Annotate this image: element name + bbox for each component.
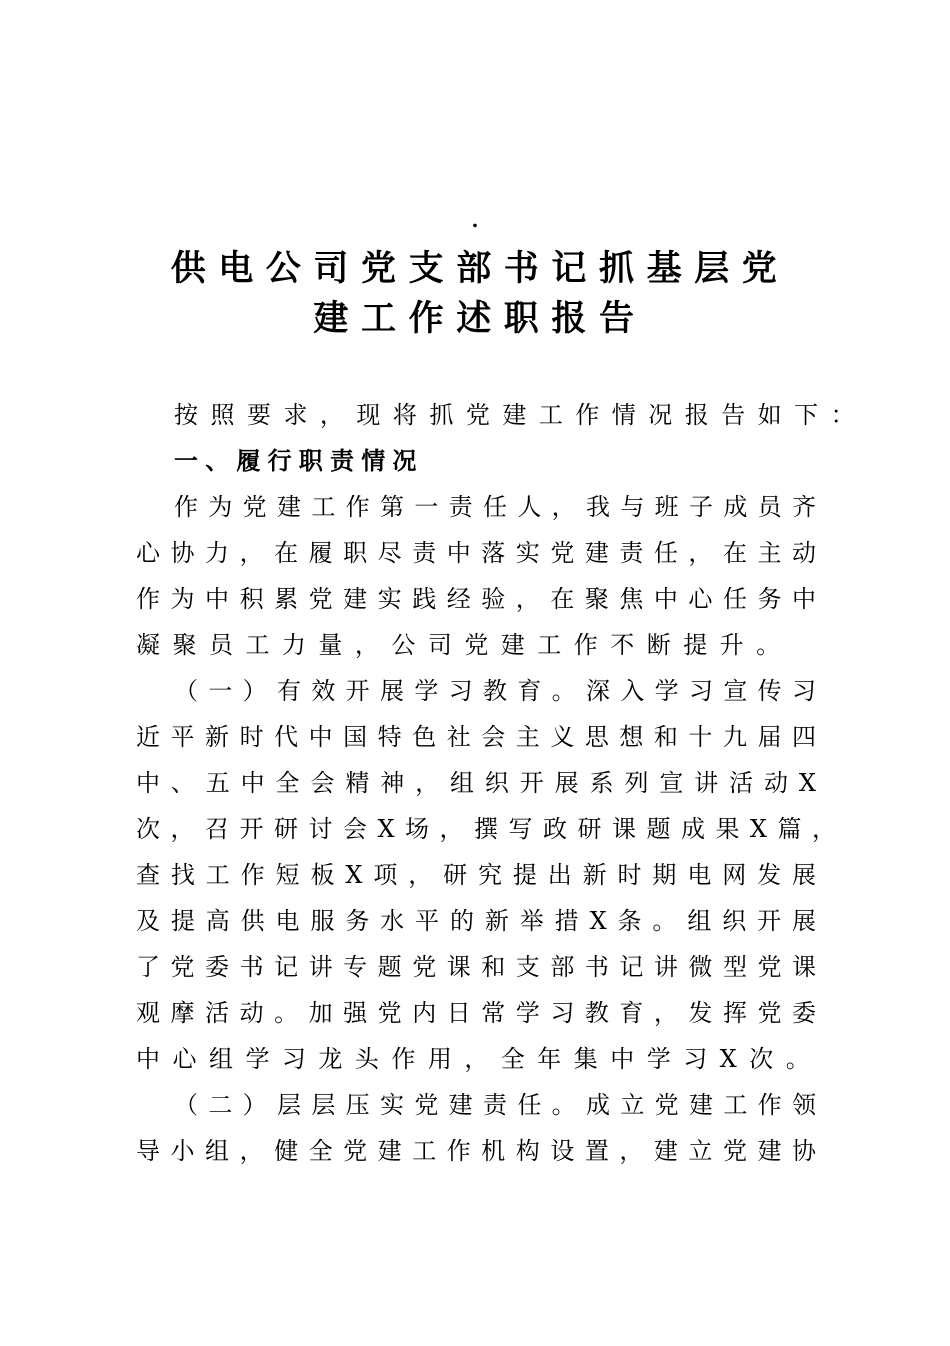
paragraph-line: 导小组，健全党建工作机构设置，建立党建协 [136, 1137, 816, 1165]
top-mark: . [471, 208, 479, 232]
paragraph-line: 作为党建工作第一责任人，我与班子成员齐 [174, 493, 816, 521]
paragraph-line: 次，召开研讨会X场，撰写政研课题成果X篇， [136, 815, 836, 843]
paragraph-line: 及提高供电服务水平的新举措X条。组织开展 [136, 907, 816, 935]
title-line-2: 建工作述职报告 [313, 298, 647, 339]
paragraph-line: 观摩活动。加强党内日常学习教育，发挥党委 [136, 999, 816, 1027]
title-line-1: 供电公司党支部书记抓基层党 [170, 248, 790, 289]
paragraph-line: 作为中积累党建实践经验，在聚焦中心任务中 [136, 585, 816, 613]
paragraph-line: 凝聚员工力量，公司党建工作不断提升。 [136, 631, 793, 659]
section-heading: 一、履行职责情况 [174, 446, 424, 475]
paragraph-line: （二）层层压实党建责任。成立党建工作领 [174, 1091, 816, 1119]
paragraph-line: 中心组学习龙头作用，全年集中学习X次。 [136, 1045, 823, 1073]
paragraph-line: 心协力，在履职尽责中落实党建责任，在主动 [136, 539, 816, 567]
paragraph-line: 近平新时代中国特色社会主义思想和十九届四 [136, 723, 816, 751]
paragraph-line: 了党委书记讲专题党课和支部书记讲微型党课 [136, 953, 816, 981]
body-text [136, 392, 868, 1174]
paragraph-line: （一）有效开展学习教育。深入学习宣传习 [174, 677, 816, 705]
intro-line: 按照要求，现将抓党建工作情况报告如下： [174, 401, 868, 429]
paragraph-line: 查找工作短板X项，研究提出新时期电网发展 [136, 861, 816, 889]
paragraph-line: 中、五中全会精神，组织开展系列宣讲活动X [136, 769, 816, 797]
